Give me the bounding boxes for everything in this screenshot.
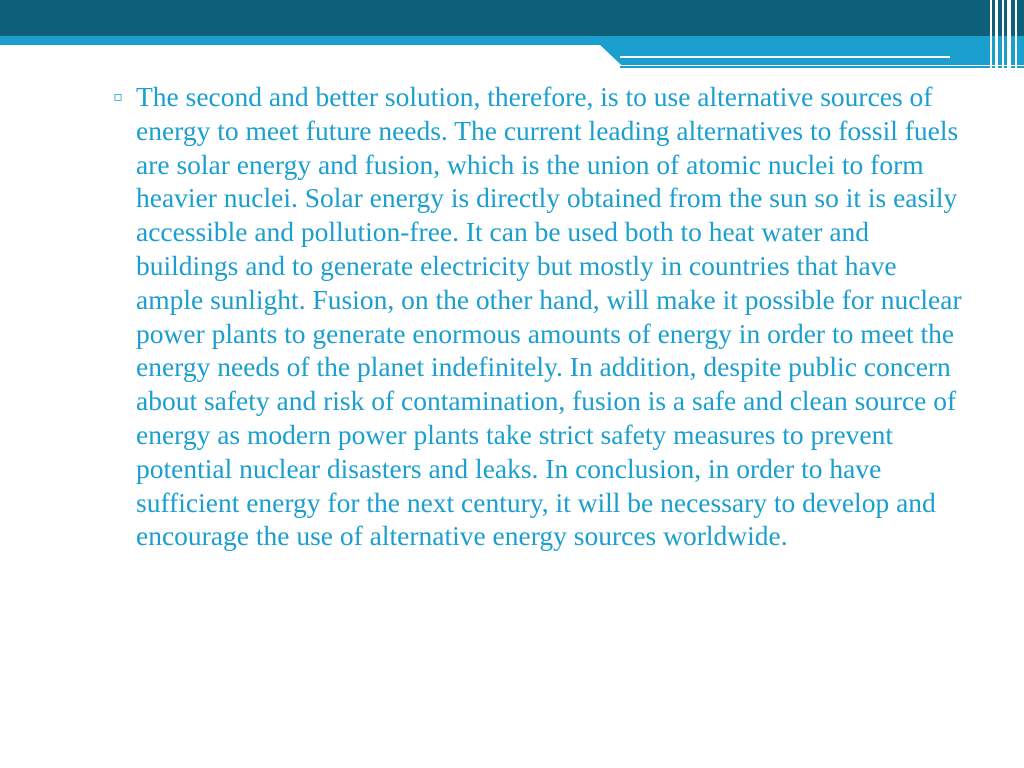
decorative-bar	[990, 0, 992, 72]
decorative-bar	[1007, 0, 1011, 72]
header-accent-notch	[600, 45, 1024, 65]
slide-content	[100, 80, 970, 553]
header-underline	[620, 66, 1024, 68]
header-accent-stripe	[0, 36, 1024, 45]
bullet-item	[100, 80, 970, 553]
decorative-bar	[1002, 0, 1004, 72]
header-divider-line	[620, 56, 950, 58]
bullet-text: The second and better solution, therefore, is to use alternative sources of energy to meet future needs. The current leading alternatives to fossil fuels are solar energy and fusion, which is the union of atomic nuclei to form heavier nuclei. Solar energy is directly obtained from the sun so it is easily accessible and pollution-free. It can be used both to heat water and buildings and to generate electricity but mostly in countries that have ample sunlight. Fusion, on the other hand, will make it possible for nuclear power plants to generate enormous amounts of energy in order to meet the energy needs of the planet indefinitely. In addition, despite public concern about safety and risk of contamination, fusion is a safe and clean source of energy as modern power plants take strict safety measures to prevent potential nuclear disasters and leaks. In conclusion, in order to have sufficient energy for the next century, it will be necessary to develop and encourage the use of alternative energy sources worldwide.	[136, 81, 962, 552]
decorative-bar	[995, 0, 998, 72]
bullet-square-icon: ▫	[113, 89, 123, 105]
decorative-bar	[1015, 0, 1017, 72]
header-band	[0, 0, 1024, 36]
